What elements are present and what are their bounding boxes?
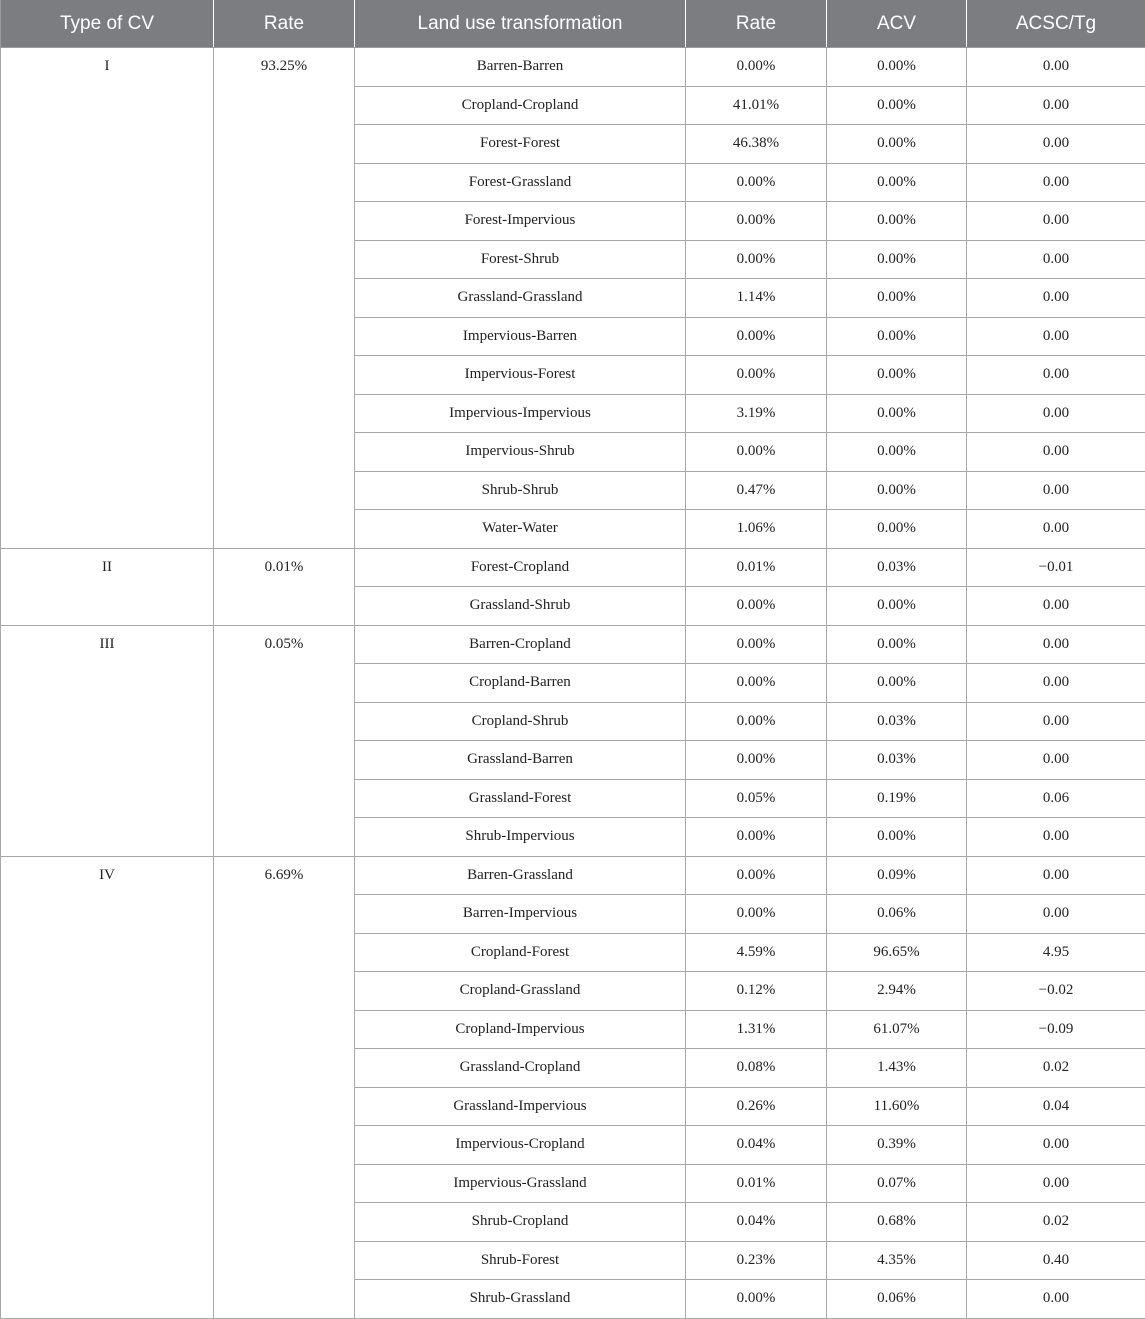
transformation-cell: Grassland-Cropland: [355, 1049, 686, 1088]
acsc-cell: 0.00: [967, 1126, 1145, 1165]
acv-cell: 0.00%: [827, 433, 967, 472]
acv-cell: 0.00%: [827, 510, 967, 549]
transformation-cell: Cropland-Shrub: [355, 702, 686, 741]
acsc-cell: 0.00: [967, 625, 1145, 664]
transformation-rate-cell: 0.00%: [686, 1280, 827, 1319]
acv-cell: 0.00%: [827, 625, 967, 664]
acv-cell: 0.00%: [827, 587, 967, 626]
acsc-cell: 0.00: [967, 856, 1145, 895]
transformation-rate-cell: 0.00%: [686, 317, 827, 356]
transformation-cell: Cropland-Grassland: [355, 972, 686, 1011]
acsc-cell: 0.00: [967, 202, 1145, 241]
table-body: [1, 48, 1145, 1319]
acsc-cell: 0.02: [967, 1203, 1145, 1242]
acsc-cell: 0.00: [967, 587, 1145, 626]
acv-cell: 0.00%: [827, 394, 967, 433]
acsc-cell: 0.00: [967, 356, 1145, 395]
acv-cell: 0.68%: [827, 1203, 967, 1242]
transformation-rate-cell: 0.04%: [686, 1203, 827, 1242]
acv-cell: 0.00%: [827, 279, 967, 318]
acv-cell: 0.03%: [827, 548, 967, 587]
transformation-cell: Forest-Impervious: [355, 202, 686, 241]
header-land-use-transformation: Land use transformation: [355, 0, 686, 48]
transformation-rate-cell: 0.00%: [686, 664, 827, 703]
acsc-cell: 0.00: [967, 125, 1145, 164]
header-group-rate: Rate: [214, 0, 355, 48]
transformation-cell: Cropland-Cropland: [355, 86, 686, 125]
table-row: [1, 548, 1145, 587]
transformation-rate-cell: 0.00%: [686, 163, 827, 202]
acsc-cell: 0.00: [967, 163, 1145, 202]
acv-cell: 0.00%: [827, 356, 967, 395]
transformation-cell: Water-Water: [355, 510, 686, 549]
transformation-rate-cell: 0.01%: [686, 548, 827, 587]
transformation-cell: Barren-Cropland: [355, 625, 686, 664]
acsc-cell: 0.00: [967, 394, 1145, 433]
acv-cell: 0.00%: [827, 86, 967, 125]
transformation-cell: Grassland-Shrub: [355, 587, 686, 626]
transformation-cell: Impervious-Impervious: [355, 394, 686, 433]
acv-cell: 0.00%: [827, 48, 967, 87]
transformation-rate-cell: 1.06%: [686, 510, 827, 549]
transformation-cell: Shrub-Cropland: [355, 1203, 686, 1242]
transformation-cell: Grassland-Impervious: [355, 1087, 686, 1126]
transformation-rate-cell: 0.00%: [686, 240, 827, 279]
transformation-cell: Shrub-Impervious: [355, 818, 686, 857]
transformation-rate-cell: 41.01%: [686, 86, 827, 125]
transformation-rate-cell: 0.00%: [686, 895, 827, 934]
transformation-rate-cell: 3.19%: [686, 394, 827, 433]
acsc-cell: 0.40: [967, 1241, 1145, 1280]
acv-cell: 0.03%: [827, 741, 967, 780]
transformation-cell: Forest-Forest: [355, 125, 686, 164]
acsc-cell: 0.00: [967, 741, 1145, 780]
transformation-rate-cell: 0.00%: [686, 433, 827, 472]
acv-cell: 0.00%: [827, 471, 967, 510]
transformation-cell: Impervious-Forest: [355, 356, 686, 395]
acsc-cell: −0.02: [967, 972, 1145, 1011]
acsc-cell: 0.00: [967, 895, 1145, 934]
transformation-rate-cell: 0.00%: [686, 356, 827, 395]
transformation-rate-cell: 0.01%: [686, 1164, 827, 1203]
transformation-rate-cell: 0.08%: [686, 1049, 827, 1088]
cv-type-cell: IV: [1, 856, 214, 1318]
acsc-cell: 4.95: [967, 933, 1145, 972]
transformation-cell: Forest-Grassland: [355, 163, 686, 202]
acsc-cell: 0.00: [967, 433, 1145, 472]
table-row: [1, 48, 1145, 87]
acv-cell: 0.00%: [827, 125, 967, 164]
acsc-cell: 0.00: [967, 48, 1145, 87]
acsc-cell: 0.00: [967, 86, 1145, 125]
transformation-rate-cell: 1.14%: [686, 279, 827, 318]
acsc-cell: 0.00: [967, 702, 1145, 741]
transformation-rate-cell: 46.38%: [686, 125, 827, 164]
transformation-rate-cell: 0.26%: [686, 1087, 827, 1126]
header-acsc: ACSC/Tg: [967, 0, 1145, 48]
transformation-rate-cell: 0.05%: [686, 779, 827, 818]
transformation-cell: Shrub-Shrub: [355, 471, 686, 510]
transformation-cell: Cropland-Barren: [355, 664, 686, 703]
acv-cell: 0.39%: [827, 1126, 967, 1165]
acv-cell: 2.94%: [827, 972, 967, 1011]
transformation-rate-cell: 1.31%: [686, 1010, 827, 1049]
cv-group-rate-cell: 6.69%: [214, 856, 355, 1318]
header-transformation-rate: Rate: [686, 0, 827, 48]
transformation-cell: Forest-Shrub: [355, 240, 686, 279]
acsc-cell: 0.00: [967, 471, 1145, 510]
transformation-rate-cell: 0.23%: [686, 1241, 827, 1280]
transformation-rate-cell: 0.12%: [686, 972, 827, 1011]
transformation-cell: Shrub-Forest: [355, 1241, 686, 1280]
acsc-cell: −0.09: [967, 1010, 1145, 1049]
transformation-cell: Cropland-Forest: [355, 933, 686, 972]
transformation-rate-cell: 0.04%: [686, 1126, 827, 1165]
transformation-rate-cell: 0.00%: [686, 48, 827, 87]
transformation-rate-cell: 0.00%: [686, 202, 827, 241]
transformation-cell: Grassland-Forest: [355, 779, 686, 818]
acsc-cell: 0.06: [967, 779, 1145, 818]
acsc-cell: 0.02: [967, 1049, 1145, 1088]
acsc-cell: 0.00: [967, 510, 1145, 549]
cv-group-rate-cell: 93.25%: [214, 48, 355, 549]
acv-cell: 1.43%: [827, 1049, 967, 1088]
transformation-rate-cell: 0.00%: [686, 818, 827, 857]
acsc-cell: 0.00: [967, 317, 1145, 356]
cv-type-cell: II: [1, 548, 214, 625]
transformation-cell: Barren-Grassland: [355, 856, 686, 895]
cv-type-cell: III: [1, 625, 214, 856]
header-row: [1, 0, 1145, 48]
transformation-cell: Barren-Barren: [355, 48, 686, 87]
acv-cell: 0.06%: [827, 1280, 967, 1319]
transformation-rate-cell: 0.00%: [686, 587, 827, 626]
transformation-cell: Forest-Cropland: [355, 548, 686, 587]
acsc-cell: 0.00: [967, 664, 1145, 703]
transformation-rate-cell: 0.00%: [686, 856, 827, 895]
cv-group-rate-cell: 0.01%: [214, 548, 355, 625]
header-acv: ACV: [827, 0, 967, 48]
acv-cell: 0.00%: [827, 818, 967, 857]
cv-group-rate-cell: 0.05%: [214, 625, 355, 856]
acv-cell: 61.07%: [827, 1010, 967, 1049]
transformation-cell: Shrub-Grassland: [355, 1280, 686, 1319]
acv-cell: 0.00%: [827, 240, 967, 279]
acv-cell: 0.00%: [827, 202, 967, 241]
acv-cell: 0.00%: [827, 317, 967, 356]
transformation-rate-cell: 0.47%: [686, 471, 827, 510]
transformation-cell: Cropland-Impervious: [355, 1010, 686, 1049]
transformation-rate-cell: 0.00%: [686, 741, 827, 780]
table-header: [1, 0, 1145, 48]
transformation-rate-cell: 0.00%: [686, 702, 827, 741]
acv-cell: 0.06%: [827, 895, 967, 934]
acsc-cell: 0.04: [967, 1087, 1145, 1126]
transformation-cell: Impervious-Grassland: [355, 1164, 686, 1203]
acsc-cell: 0.00: [967, 1164, 1145, 1203]
acsc-cell: 0.00: [967, 818, 1145, 857]
acv-cell: 96.65%: [827, 933, 967, 972]
transformation-rate-cell: 4.59%: [686, 933, 827, 972]
acsc-cell: 0.00: [967, 279, 1145, 318]
acv-cell: 0.19%: [827, 779, 967, 818]
transformation-cell: Grassland-Barren: [355, 741, 686, 780]
table-row: [1, 625, 1145, 664]
acv-cell: 0.03%: [827, 702, 967, 741]
acv-cell: 0.00%: [827, 664, 967, 703]
acv-cell: 0.07%: [827, 1164, 967, 1203]
transformation-rate-cell: 0.00%: [686, 625, 827, 664]
acsc-cell: −0.01: [967, 548, 1145, 587]
cv-type-cell: I: [1, 48, 214, 549]
header-type-of-cv: Type of CV: [1, 0, 214, 48]
acv-cell: 4.35%: [827, 1241, 967, 1280]
transformation-cell: Grassland-Grassland: [355, 279, 686, 318]
acv-cell: 11.60%: [827, 1087, 967, 1126]
transformation-cell: Impervious-Shrub: [355, 433, 686, 472]
transformation-cell: Impervious-Barren: [355, 317, 686, 356]
acv-cell: 0.00%: [827, 163, 967, 202]
transformation-cell: Impervious-Cropland: [355, 1126, 686, 1165]
table-row: [1, 856, 1145, 895]
acsc-cell: 0.00: [967, 1280, 1145, 1319]
acsc-cell: 0.00: [967, 240, 1145, 279]
transformation-cell: Barren-Impervious: [355, 895, 686, 934]
acv-cell: 0.09%: [827, 856, 967, 895]
